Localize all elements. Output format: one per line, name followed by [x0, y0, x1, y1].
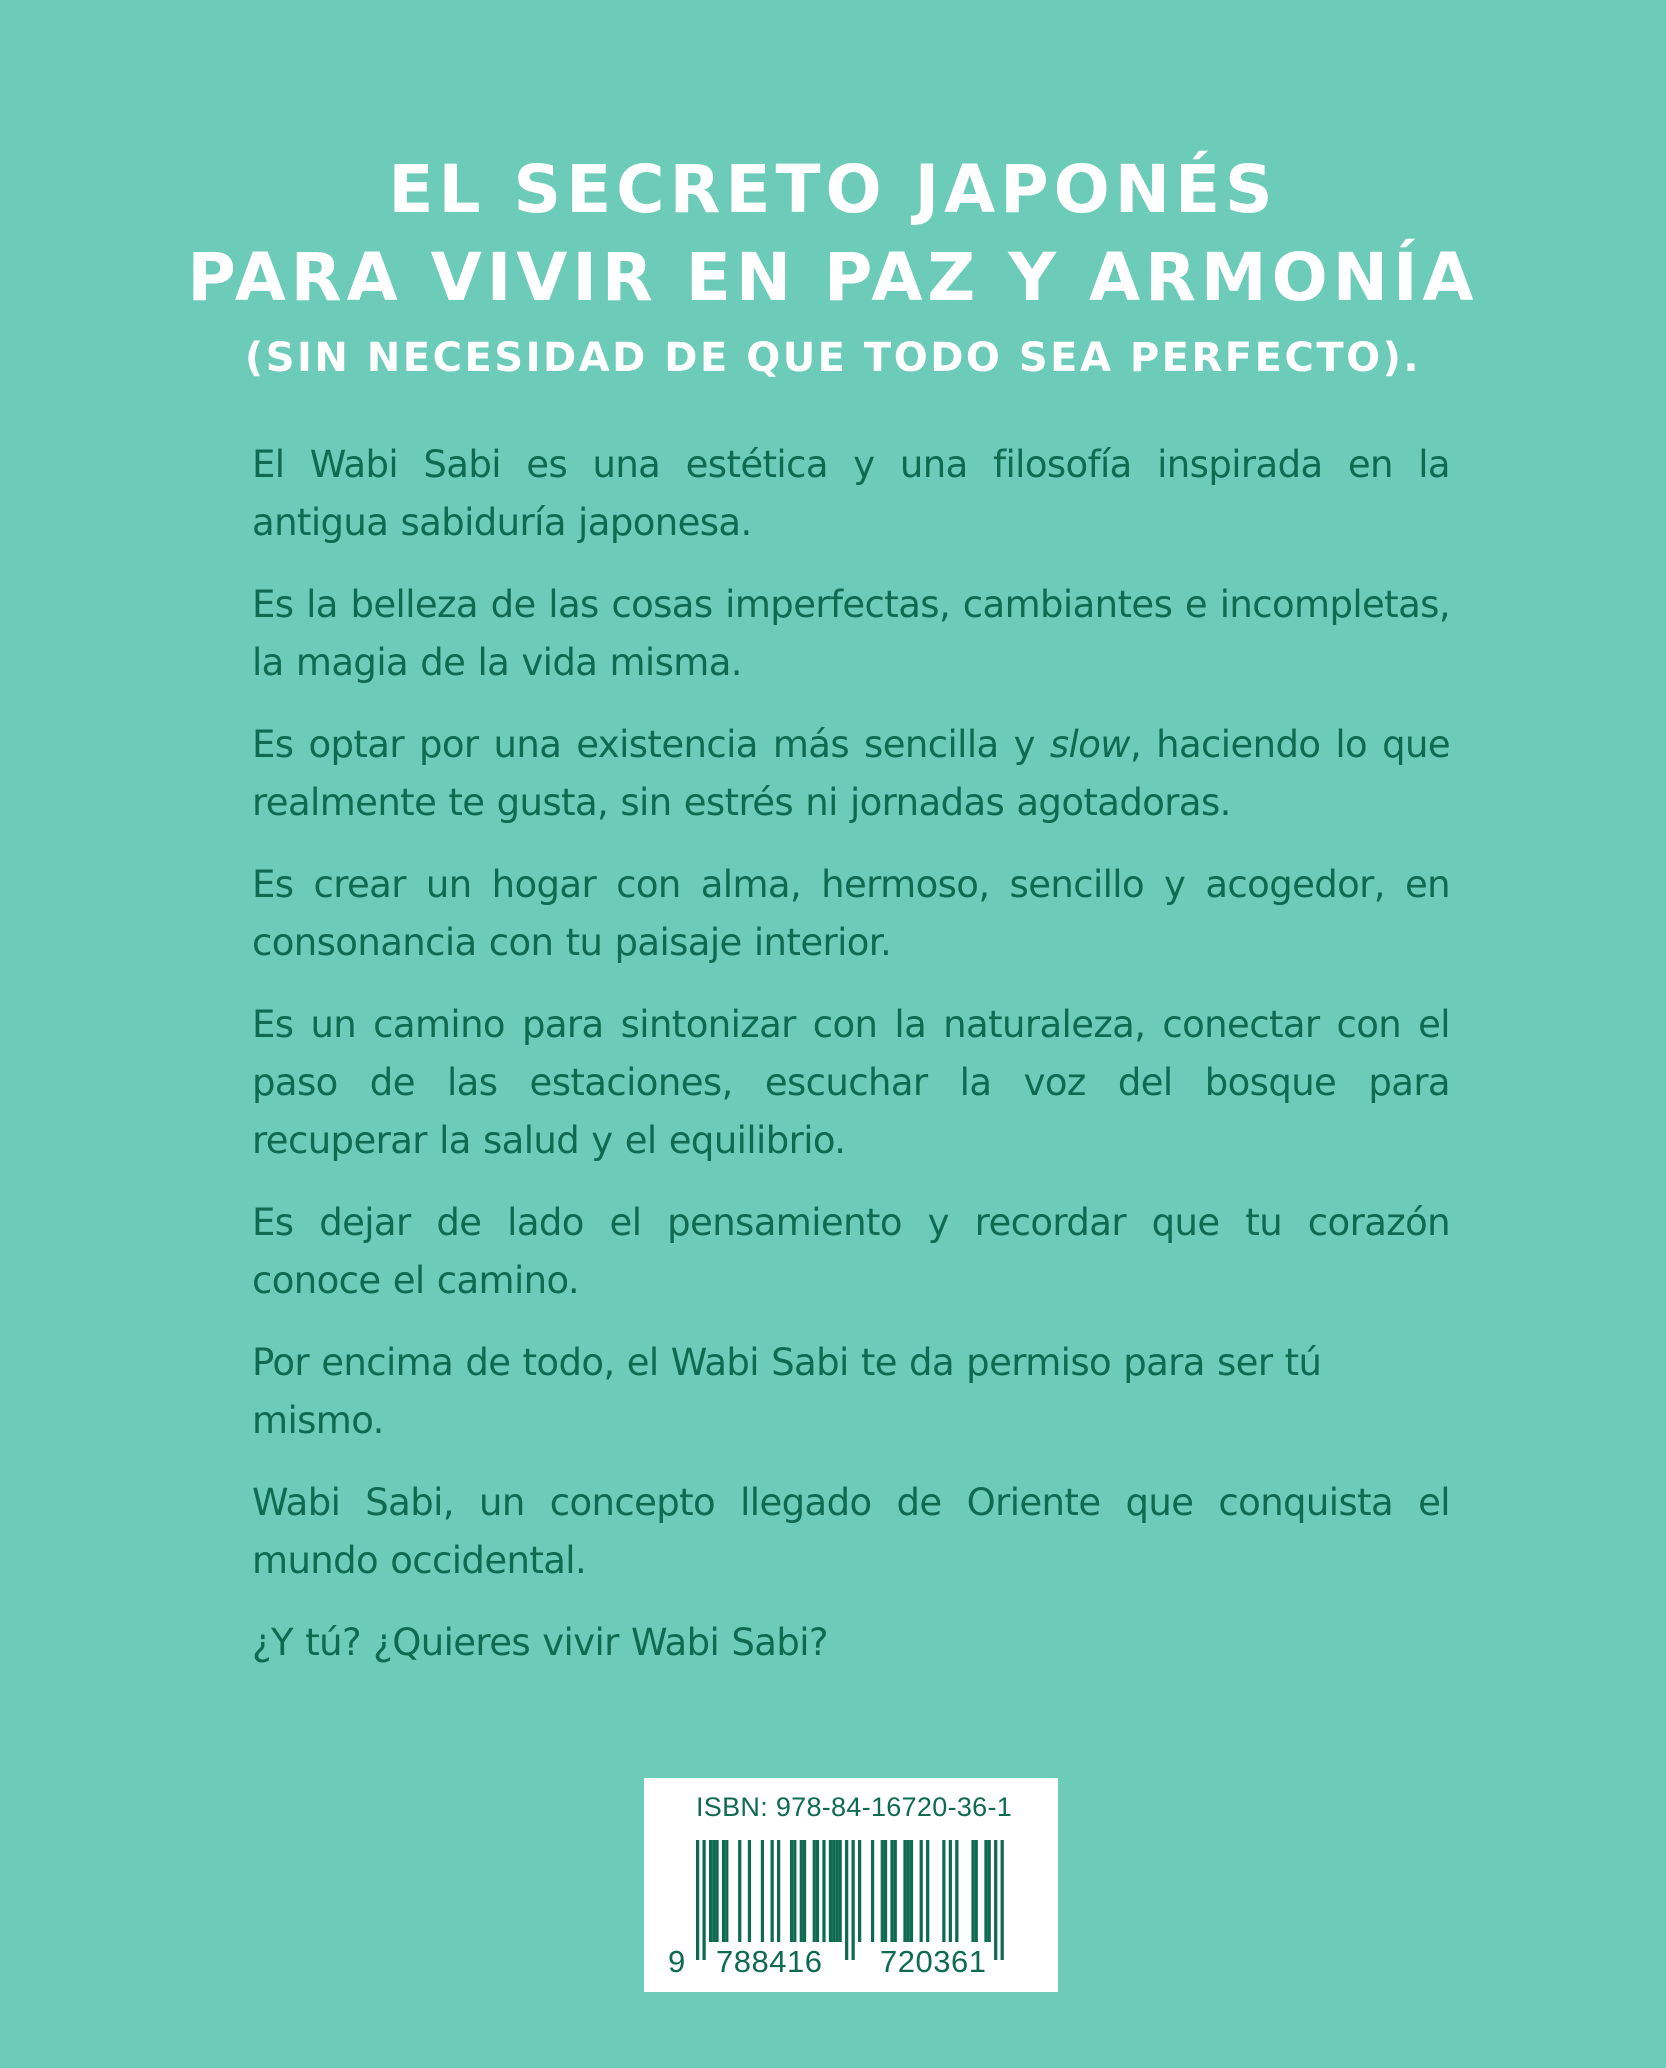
barcode-bar — [829, 1840, 832, 1942]
barcode-bar — [725, 1840, 728, 1942]
barcode-bar — [835, 1840, 838, 1942]
barcode-bar — [712, 1840, 715, 1942]
barcode-bar — [942, 1840, 945, 1942]
barcode-bar — [955, 1840, 958, 1942]
barcode-bar — [822, 1840, 825, 1942]
barcode-bar — [988, 1840, 991, 1942]
barcode-bar — [881, 1840, 884, 1942]
blurb-text — [252, 436, 1450, 1696]
barcode-bar — [845, 1840, 848, 1960]
paragraph-8: Wabi Sabi, un concepto llegado de Oriente que conquista el mundo occidental. — [252, 1481, 1450, 1582]
barcode-bar — [696, 1840, 699, 1960]
barcode-bar — [907, 1840, 910, 1942]
barcode-bar — [816, 1840, 819, 1942]
barcode-bar — [738, 1840, 741, 1942]
paragraph-1: El Wabi Sabi es una estética y una filosofía inspirada en la antigua sabiduría japonesa. — [252, 443, 1450, 544]
headline-line-2: PARA VIVIR EN PAZ Y ARMONÍA — [187, 239, 1479, 316]
barcode-digits-right: 720361 — [880, 1944, 987, 1979]
paragraph-3-end: , haciendo lo que realmente te gusta, sin estrés ni jornadas agotadoras. — [252, 723, 1450, 824]
barcode-bar — [722, 1840, 725, 1942]
paragraph-9: ¿Y tú? ¿Quieres vivir Wabi Sabi? — [252, 1621, 828, 1664]
paragraph-6: Es dejar de lado el pensamiento y recordar que tu corazón conoce el camino. — [252, 1201, 1450, 1302]
barcode-bar — [884, 1840, 887, 1942]
barcode-bar — [984, 1840, 987, 1942]
isbn-label: ISBN: 978-84-16720-36-1 — [696, 1792, 1013, 1822]
barcode-bar — [702, 1840, 705, 1960]
barcode-bar — [920, 1840, 923, 1942]
barcode-bar — [890, 1840, 893, 1942]
barcode-bar — [761, 1840, 764, 1942]
barcode-bar — [910, 1840, 913, 1942]
barcode-bar — [975, 1840, 978, 1942]
headline-subtitle: (SIN NECESIDAD DE QUE TODO SEA PERFECTO). — [244, 335, 1422, 381]
barcode-bar — [803, 1840, 806, 1942]
barcode-bar — [777, 1840, 780, 1942]
barcode-bar — [839, 1840, 842, 1942]
barcode-bar — [709, 1840, 712, 1942]
barcode-bar — [903, 1840, 906, 1942]
barcode-bar — [994, 1840, 997, 1960]
paragraph-3-start: Es optar por una existencia más sencilla y — [252, 723, 1050, 766]
barcode-bar — [871, 1840, 874, 1942]
headline-line-1: EL SECRETO JAPONÉS — [388, 151, 1278, 228]
barcode-bar — [1001, 1840, 1004, 1960]
barcode-bar — [971, 1840, 974, 1942]
barcode-digits-left: 788416 — [716, 1944, 823, 1979]
barcode-bar — [715, 1840, 718, 1942]
paragraph-2: Es la belleza de las cosas imperfectas, cambiantes e incompletas, la magia de la vida misma. — [252, 583, 1450, 684]
barcode-bar — [852, 1840, 855, 1960]
barcode-digit-first: 9 — [668, 1944, 686, 1979]
paragraph-3 — [252, 716, 1450, 832]
paragraph-7: Por encima de todo, el Wabi Sabi te da permiso para ser tú mismo. — [252, 1341, 1322, 1442]
barcode-bar — [793, 1840, 796, 1942]
barcode-bar — [813, 1840, 816, 1942]
barcode-bar — [832, 1840, 835, 1942]
paragraph-4: Es crear un hogar con alma, hermoso, sencillo y acogedor, en consonancia con tu paisaje interior. — [252, 863, 1450, 964]
barcode-bar — [748, 1840, 751, 1942]
barcode-bar — [800, 1840, 803, 1942]
barcode-bar — [949, 1840, 952, 1942]
barcode-bar — [858, 1840, 861, 1942]
paragraph-3-italic-word: slow — [1049, 723, 1130, 766]
paragraph-5: Es un camino para sintonizar con la naturaleza, conectar con el paso de las estaciones, escuchar la voz del bosque para recuperar la salud y el equilibrio. — [252, 1003, 1450, 1162]
barcode-bar — [771, 1840, 774, 1942]
barcode-box — [644, 1778, 1058, 1992]
barcode-bar — [790, 1840, 793, 1942]
barcode-bars — [644, 1778, 1058, 1992]
barcode-bar — [926, 1840, 929, 1942]
barcode-bar — [894, 1840, 897, 1942]
